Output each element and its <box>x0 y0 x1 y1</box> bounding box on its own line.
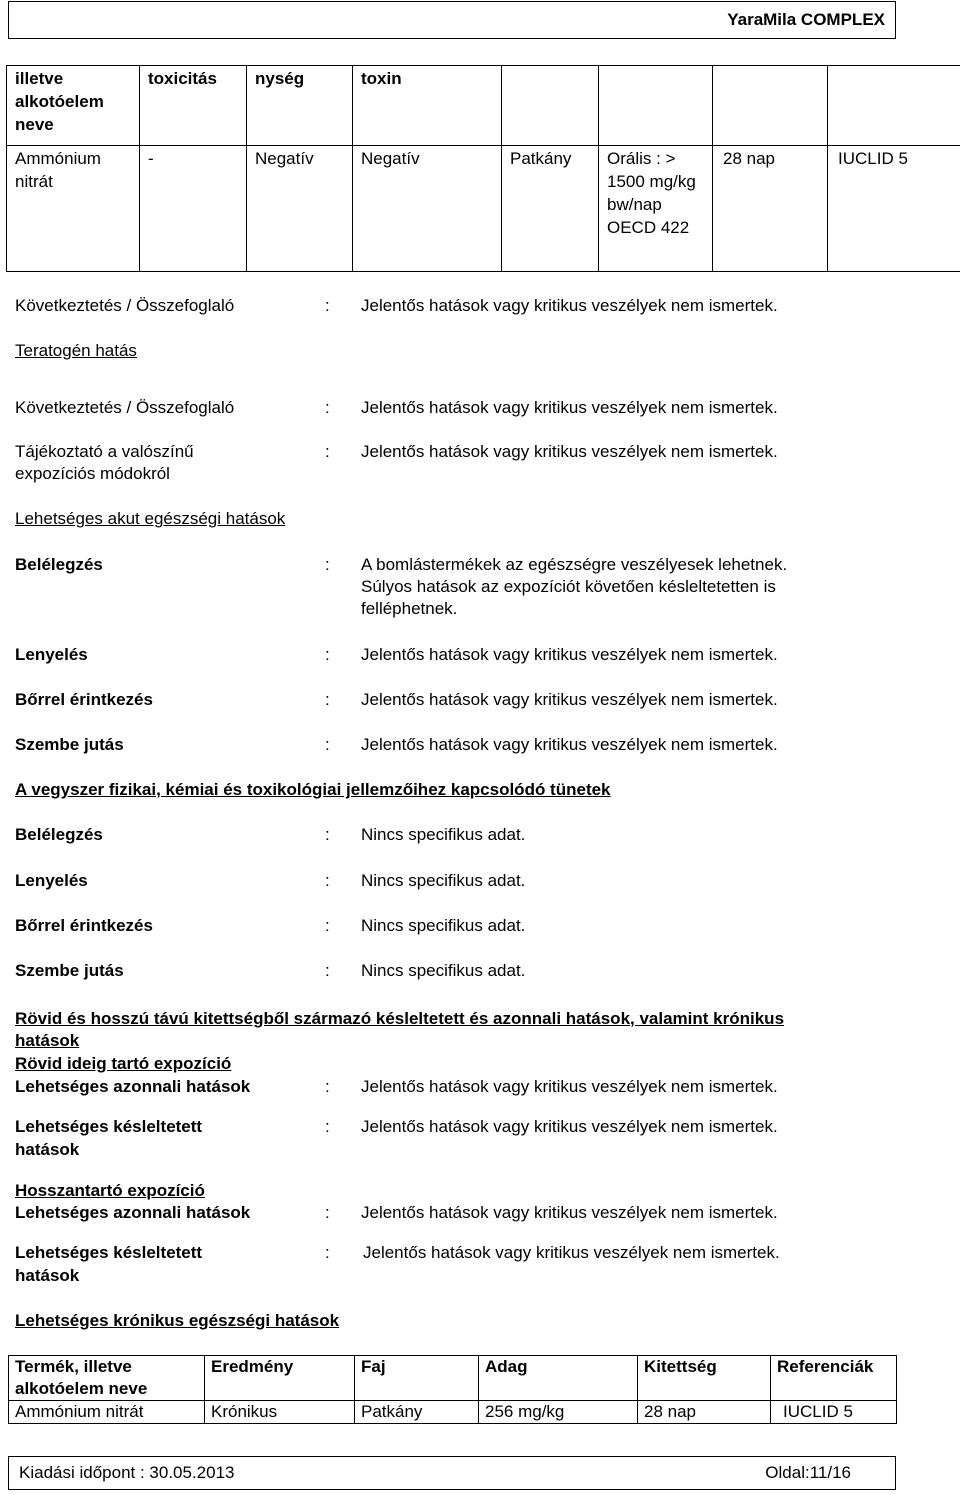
chronic-heading: Lehetséges krónikus egészségi hatások <box>15 1311 340 1330</box>
teratogen-heading: Teratogén hatás <box>15 341 137 360</box>
colon: : <box>325 690 330 709</box>
page-number: Oldal:11/16 <box>765 1463 851 1482</box>
skin-contact-label: Bőrrel érintkezés <box>15 916 153 935</box>
table-header-row <box>7 66 960 146</box>
delayed-effects-label: Lehetséges késleltetett <box>15 1117 203 1136</box>
delayed-effects-heading: hatások <box>15 1031 80 1050</box>
header-cell: Adag <box>479 1356 638 1401</box>
immediate-effects-label: Lehetséges azonnali hatások <box>15 1203 251 1222</box>
table-row <box>7 146 960 272</box>
table-cell: Patkány <box>355 1401 479 1424</box>
symptoms-heading: A vegyszer fizikai, kémiai és toxikológiai jellemzőihez kapcsolódó tünetek <box>15 780 611 799</box>
eye-contact-label: Szembe jutás <box>15 961 124 980</box>
colon: : <box>325 296 330 315</box>
table-cell: Ammónium nitrát <box>9 1401 205 1424</box>
conclusion-value: Jelentős hatások vagy kritikus veszélyek nem ismertek. <box>361 296 778 315</box>
colon: : <box>325 398 330 417</box>
toxicity-table <box>6 65 960 272</box>
issue-date: Kiadási időpont : 30.05.2013 <box>19 1463 235 1482</box>
table-cell: Negatív <box>247 146 353 272</box>
table-cell: Krónikus <box>205 1401 355 1424</box>
chronic-effects-table <box>8 1355 897 1424</box>
delayed-effects-label: hatások <box>15 1140 80 1159</box>
delayed-effects-label: Lehetséges késleltetett <box>15 1243 203 1262</box>
colon: : <box>325 1077 330 1096</box>
eye-contact-value: Jelentős hatások vagy kritikus veszélyek nem ismertek. <box>361 735 778 754</box>
header-cell: toxicitás <box>140 66 247 146</box>
skin-contact-value: Jelentős hatások vagy kritikus veszélyek nem ismertek. <box>361 690 778 709</box>
conclusion-label: Következtetés / Összefoglaló <box>15 296 235 315</box>
colon: : <box>325 916 330 935</box>
table-cell: 28 nap <box>713 146 828 272</box>
delayed-effects-heading: Rövid és hosszú távú kitettségből származó késleltetett és azonnali hatások, valamint krónikus <box>15 1009 785 1028</box>
colon: : <box>325 735 330 754</box>
colon: : <box>325 825 330 844</box>
inhalation-value: A bomlástermékek az egészségre veszélyesek lehetnek. <box>361 555 788 574</box>
colon: : <box>325 1243 330 1262</box>
acute-heading: Lehetséges akut egészségi hatások <box>15 509 286 528</box>
ingestion-label: Lenyelés <box>15 645 88 664</box>
skin-contact-value: Nincs specifikus adat. <box>361 916 526 935</box>
colon: : <box>325 442 330 461</box>
table-cell: Orális : > 1500 mg/kg bw/nap OECD 422 <box>599 146 713 272</box>
table-cell: IUCLID 5 <box>828 146 960 272</box>
eye-contact-label: Szembe jutás <box>15 735 124 754</box>
header-cell <box>828 66 960 146</box>
delayed-effects-label: hatások <box>15 1266 80 1285</box>
table-cell: IUCLID 5 <box>771 1401 897 1424</box>
immediate-effects-label: Lehetséges azonnali hatások <box>15 1077 251 1096</box>
colon: : <box>325 961 330 980</box>
inhalation-value: Súlyos hatások az expozíciót követően késleltetetten is <box>361 577 776 596</box>
conclusion-label: Következtetés / Összefoglaló <box>15 398 235 417</box>
inhalation-label: Belélegzés <box>15 825 103 844</box>
table-cell: Ammónium nitrát <box>7 146 140 272</box>
inhalation-value: Nincs specifikus adat. <box>361 825 526 844</box>
conclusion-value: Jelentős hatások vagy kritikus veszélyek nem ismertek. <box>361 398 778 417</box>
header-cell <box>502 66 599 146</box>
header-cell: Eredmény <box>205 1356 355 1401</box>
header-cell: Referenciák <box>771 1356 897 1401</box>
skin-contact-label: Bőrrel érintkezés <box>15 690 153 709</box>
product-name: YaraMila COMPLEX <box>727 10 885 29</box>
footer-box <box>8 1456 896 1490</box>
colon: : <box>325 871 330 890</box>
delayed-effects-value: Jelentős hatások vagy kritikus veszélyek nem ismertek. <box>361 1117 778 1136</box>
header-cell <box>599 66 713 146</box>
immediate-effects-value: Jelentős hatások vagy kritikus veszélyek nem ismertek. <box>361 1203 778 1222</box>
table-cell: Negatív <box>353 146 502 272</box>
table-cell: Patkány <box>502 146 599 272</box>
exposure-routes-label: expozíciós módokról <box>15 464 170 483</box>
table-cell: 28 nap <box>638 1401 771 1424</box>
header-cell: Faj <box>355 1356 479 1401</box>
header-cell: nység <box>247 66 353 146</box>
colon: : <box>325 645 330 664</box>
header-cell: toxin <box>353 66 502 146</box>
header-cell: Termék, illetve alkotóelem neve <box>9 1356 205 1401</box>
colon: : <box>325 1203 330 1222</box>
ingestion-label: Lenyelés <box>15 871 88 890</box>
table-header-row <box>9 1356 897 1401</box>
ingestion-value: Jelentős hatások vagy kritikus veszélyek nem ismertek. <box>361 645 778 664</box>
header-cell: illetve alkotóelem neve <box>7 66 140 146</box>
delayed-effects-value: Jelentős hatások vagy kritikus veszélyek nem ismertek. <box>363 1243 780 1262</box>
exposure-routes-value: Jelentős hatások vagy kritikus veszélyek nem ismertek. <box>361 442 778 461</box>
header-cell <box>713 66 828 146</box>
header-cell: Kitettség <box>638 1356 771 1401</box>
table-cell: - <box>140 146 247 272</box>
colon: : <box>325 555 330 574</box>
ingestion-value: Nincs specifikus adat. <box>361 871 526 890</box>
colon: : <box>325 1117 330 1136</box>
exposure-routes-label: Tájékoztató a valószínű <box>15 442 194 461</box>
immediate-effects-value: Jelentős hatások vagy kritikus veszélyek nem ismertek. <box>361 1077 778 1096</box>
inhalation-label: Belélegzés <box>15 555 103 574</box>
header-box <box>8 1 896 39</box>
table-row <box>9 1401 897 1424</box>
inhalation-value: felléphetnek. <box>361 599 458 618</box>
short-exposure-heading: Rövid ideig tartó expozíció <box>15 1054 232 1073</box>
table-cell: 256 mg/kg <box>479 1401 638 1424</box>
eye-contact-value: Nincs specifikus adat. <box>361 961 526 980</box>
long-exposure-heading: Hosszantartó expozíció <box>15 1181 205 1200</box>
